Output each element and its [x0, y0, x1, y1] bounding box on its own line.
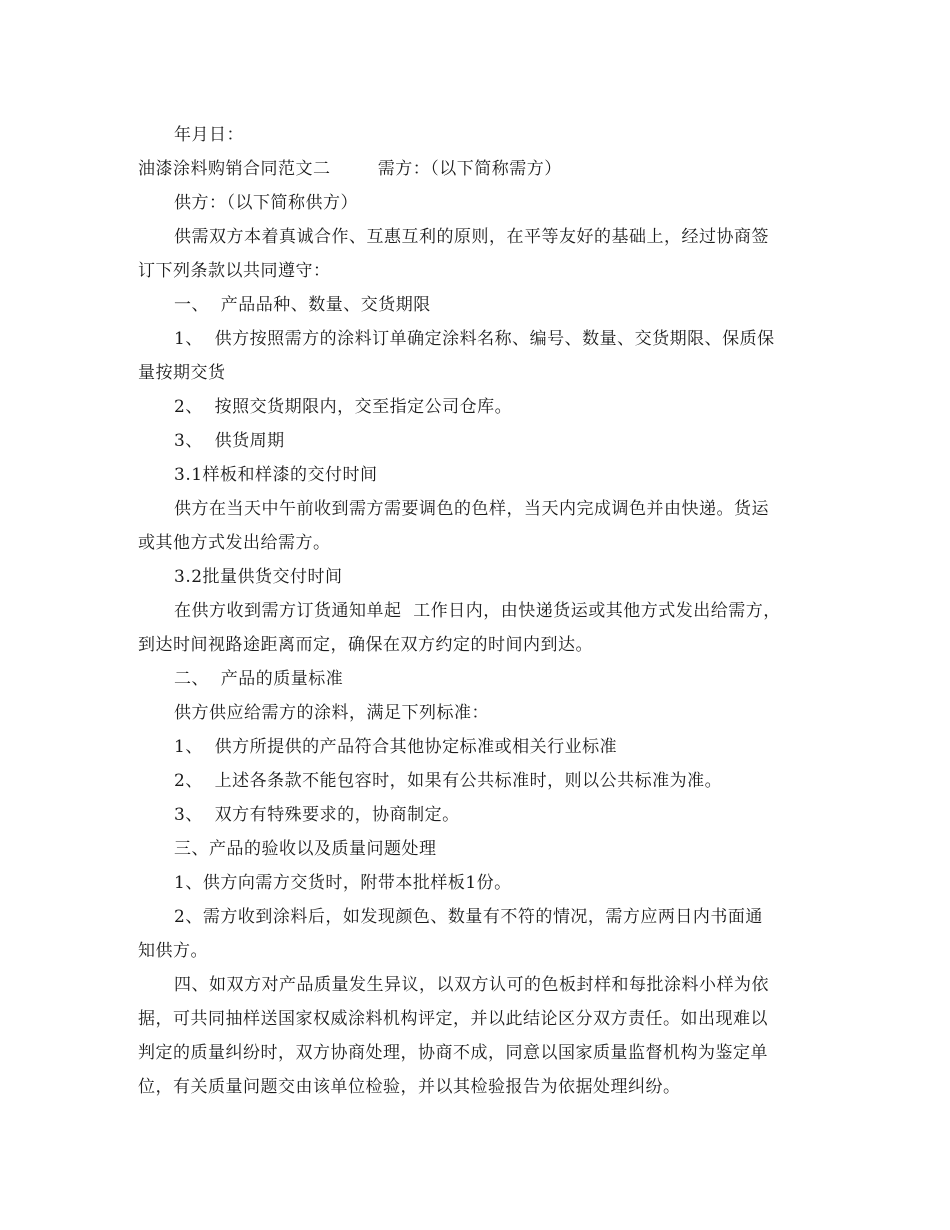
document-line: 或其他方式发出给需方。: [138, 533, 331, 553]
document-line: 1、 供方所提供的产品符合其他协定标准或相关行业标准: [174, 737, 618, 757]
document-line: 一、 产品品种、数量、交货期限: [174, 295, 431, 315]
document-line: 3.2批量供货交付时间: [174, 567, 343, 587]
document-line: 1、 供方按照需方的涂料订单确定涂料名称、编号、数量、交货期限、保质保: [174, 329, 775, 349]
document-line: 3、 供货周期: [174, 431, 285, 451]
document-body: [138, 118, 818, 1104]
document-line: 供方供应给需方的涂料，满足下列标准：: [174, 703, 489, 723]
document-line: 判定的质量纠纷时，双方协商处理，协商不成，同意以国家质量监督机构为鉴定单: [138, 1043, 768, 1063]
document-line: 到达时间视路途距离而定，确保在双方约定的时间内到达。: [138, 635, 593, 655]
document-line: 油漆涂料购销合同范文二 需方：（以下简称需方）: [138, 159, 562, 179]
document-line: 供方：（以下简称供方）: [174, 193, 358, 213]
document-line: 3、 双方有特殊要求的，协商制定。: [174, 805, 460, 825]
document-line: 二、 产品的质量标准: [174, 669, 344, 689]
document-line: 3.1样板和样漆的交付时间: [174, 465, 378, 485]
document-line: 订下列条款以共同遵守：: [138, 261, 331, 281]
document-line: 四、如双方对产品质量发生异议，以双方认可的色板封样和每批涂料小样为依: [174, 975, 769, 995]
document-line: 2、 上述各条款不能包容时，如果有公共标准时，则以公共标准为准。: [174, 771, 723, 791]
document-line: 据，可共同抽样送国家权威涂料机构评定，并以此结论区分双方责任。如出现难以: [138, 1009, 768, 1029]
document-line: 2、需方收到涂料后，如发现颜色、数量有不符的情况，需方应两日内书面通: [174, 907, 763, 927]
document-line: 量按期交货: [138, 363, 226, 383]
document-line: 三、产品的验收以及质量问题处理: [174, 839, 437, 859]
document-line: 位，有关质量问题交由该单位检验，并以其检验报告为依据处理纠纷。: [138, 1077, 681, 1097]
document-line: 供方在当天中午前收到需方需要调色的色样，当天内完成调色并由快递。货运: [174, 499, 769, 519]
document-line: 供需双方本着真诚合作、互惠互利的原则，在平等友好的基础上，经过协商签: [174, 227, 769, 247]
document-line: 2、 按照交货期限内，交至指定公司仓库。: [174, 397, 513, 417]
document-line: 年月日：: [174, 125, 244, 145]
document-line: 在供方收到需方订货通知单起 工作日内，由快递货运或其他方式发出给需方，: [174, 601, 781, 621]
document-line: 1、供方向需方交货时，附带本批样板1份。: [174, 873, 512, 893]
document-line: 知供方。: [138, 941, 208, 961]
